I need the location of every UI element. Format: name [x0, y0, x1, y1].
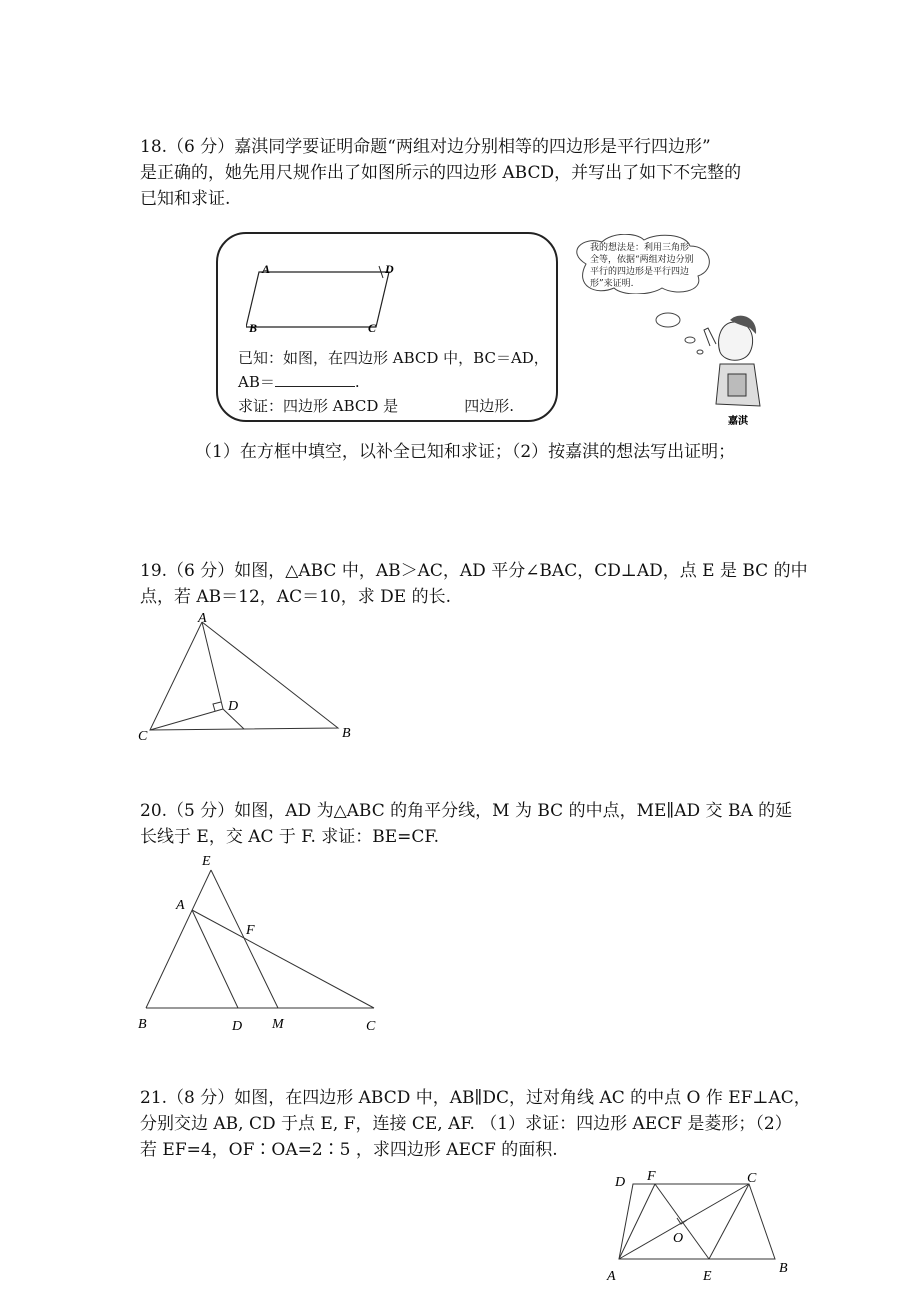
given-line1: 已知：如图，在四边形 ABCD 中，BC＝AD，	[238, 349, 549, 367]
label-a: A	[262, 262, 271, 276]
given-line2	[238, 372, 360, 392]
bisector-ad	[202, 622, 223, 709]
prove-text-a: 求证：四边形 ABCD 是	[238, 397, 399, 415]
side-ac	[192, 910, 374, 1008]
label-b: B	[779, 1261, 788, 1276]
label-d: D	[385, 262, 394, 276]
label-c: C	[368, 321, 377, 334]
label-f: F	[246, 923, 255, 938]
label-o: O	[673, 1231, 684, 1246]
label-d: D	[228, 699, 239, 714]
small-bubble-2	[685, 337, 695, 343]
raised-hand-icon	[704, 328, 716, 346]
segment-af	[619, 1184, 655, 1259]
character-illustration	[640, 300, 770, 430]
q19-line1: 19.（6 分）如图，△ABC 中，AB＞AC，AD 平分∠BAC，CD⊥AD，点 E 是 BC 的中	[140, 561, 808, 581]
q18-parallelogram-figure	[246, 254, 396, 334]
line-be	[146, 870, 211, 1008]
parallelogram-abcd	[246, 272, 389, 327]
label-c: C	[747, 1171, 757, 1186]
label-c: C	[366, 1019, 376, 1034]
given-period: .	[354, 373, 360, 391]
label-f: F	[647, 1169, 656, 1184]
segment-cd	[150, 709, 223, 730]
small-bubble-3	[697, 350, 703, 354]
q21-line1: 21.（8 分）如图，在四边形 ABCD 中，AB∥DC，过对角线 AC 的中点 O 作 EF⊥AC，	[140, 1088, 811, 1108]
trapezoid-abcd	[619, 1184, 775, 1259]
q20-line1: 20.（5 分）如图，AD 为△ABC 的角平分线，M 为 BC 的中点，ME∥AD 交 BA 的延	[140, 801, 793, 821]
q20-triangle-figure	[130, 850, 390, 1035]
label-b: B	[249, 321, 258, 334]
q18-tasks: （1）在方框中填空，以补全已知和求证；（2）按嘉淇的想法写出证明；	[195, 442, 736, 462]
q18-line2: 是正确的，她先用尺规作出了如图所示的四边形 ABCD，并写出了如下不完整的	[140, 163, 742, 183]
bisector-ad	[192, 910, 238, 1008]
q20-line2: 长线于 E，交 AC 于 F. 求证：BE=CF.	[140, 827, 439, 847]
label-a: A	[607, 1269, 616, 1284]
book-icon	[728, 374, 746, 396]
character-name: 嘉淇	[728, 416, 748, 427]
label-a: A	[198, 611, 207, 626]
thought-text: 我的想法是：利用三角形全等，依据“两组对边分别平行的四边形是平行四边形”来证明.	[590, 243, 694, 289]
label-e: E	[202, 854, 211, 869]
line-em	[211, 870, 278, 1008]
q18-line3: 已知和求证.	[140, 189, 231, 209]
q21-line2: 分别交边 AB, CD 于点 E, F，连接 CE, AF. （1）求证：四边形 AECF 是菱形；（2）	[140, 1114, 792, 1134]
q19-line2: 点，若 AB＝12，AC＝10，求 DE 的长.	[140, 587, 451, 607]
label-b: B	[342, 726, 351, 741]
label-d: D	[615, 1175, 626, 1190]
label-d: D	[232, 1019, 243, 1034]
prove-line	[238, 396, 514, 416]
label-e: E	[703, 1269, 712, 1284]
q19-triangle-figure	[130, 610, 360, 745]
label-b: B	[138, 1017, 147, 1032]
girl-head-icon	[719, 322, 753, 360]
answer-blank-ab[interactable]	[275, 372, 355, 387]
thought-bubble	[566, 234, 714, 294]
q21-line3: 若 EF=4，OF∶OA=2∶5 ，求四边形 AECF 的面积.	[140, 1140, 558, 1160]
small-bubble-1	[656, 313, 680, 327]
given-ab: AB＝	[238, 373, 275, 391]
segment-ef	[655, 1184, 709, 1259]
triangle-abc	[150, 622, 338, 730]
label-c: C	[138, 729, 148, 744]
label-a: A	[176, 898, 185, 913]
q18-given-box	[216, 232, 558, 422]
q18-line1: 18.（6 分）嘉淇同学要证明命题“两组对边分别相等的四边形是平行四边形”	[140, 137, 711, 157]
label-m: M	[272, 1017, 284, 1032]
q21-trapezoid-figure	[605, 1162, 805, 1287]
prove-text-b: 四边形.	[464, 397, 514, 415]
